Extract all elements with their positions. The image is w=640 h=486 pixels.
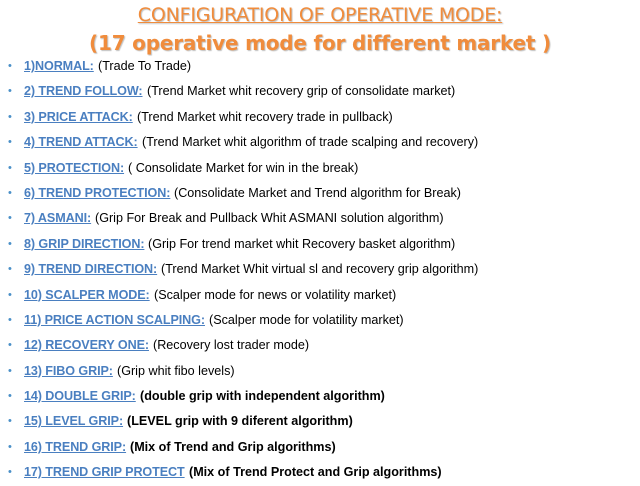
mode-label[interactable]: 9) TREND DIRECTION:: [24, 262, 158, 277]
bullet-icon: •: [8, 60, 12, 72]
mode-label[interactable]: 12) RECOVERY ONE:: [24, 338, 149, 353]
bullet-icon: •: [8, 288, 12, 301]
mode-description: ( Consolidate Market for win in the break): [128, 160, 359, 175]
mode-description: (Grip For Break and Pullback Whit ASMANI solution algorithm): [95, 211, 444, 226]
mode-list-item: [6, 181, 636, 206]
mode-list-item: [6, 54, 636, 79]
mode-label[interactable]: 8) GRIP DIRECTION:: [24, 236, 145, 251]
mode-list-item: [6, 333, 636, 358]
bullet-icon: •: [8, 313, 12, 326]
bullet-icon: •: [8, 263, 12, 276]
mode-list-item: [6, 384, 636, 409]
mode-description: (Grip whit fibo levels): [117, 363, 235, 378]
mode-description: (Grip For trend market whit Recovery basket algorithm): [148, 236, 456, 251]
mode-description: (Scalper mode for news or volatility market): [154, 287, 397, 302]
bullet-icon: •: [8, 440, 12, 453]
mode-description: (Recovery lost trader mode): [153, 338, 310, 353]
bullet-icon: •: [8, 390, 12, 403]
mode-list-item: [6, 232, 636, 257]
mode-list-item: [6, 156, 636, 181]
mode-label[interactable]: 16) TREND GRIP:: [24, 439, 127, 454]
mode-list-item: [6, 206, 636, 231]
page-title: CONFIGURATION OF OPERATIVE MODE:: [137, 4, 503, 26]
mode-label[interactable]: 17) TREND GRIP PROTECT: [24, 465, 185, 480]
mode-description: (Mix of Trend and Grip algorithms): [130, 439, 336, 454]
mode-list-item: [6, 460, 636, 485]
mode-label[interactable]: 13) FIBO GRIP:: [24, 363, 113, 378]
mode-list-item: [6, 105, 636, 130]
mode-label[interactable]: 5) PROTECTION:: [24, 160, 125, 175]
bullet-icon: •: [8, 161, 12, 174]
mode-description: (Trend Market whit recovery trade in pullback): [137, 109, 393, 124]
bullet-icon: •: [8, 364, 12, 377]
bullet-icon: •: [8, 339, 12, 352]
bullet-icon: •: [8, 85, 12, 98]
mode-list-item: [6, 257, 636, 282]
mode-label[interactable]: 6) TREND PROTECTION:: [24, 185, 171, 200]
mode-label[interactable]: 2) TREND FOLLOW:: [24, 84, 143, 99]
mode-list-item: [6, 308, 636, 333]
mode-description: (Trade To Trade): [98, 59, 192, 73]
mode-list-item: [6, 79, 636, 104]
operative-mode-list: [6, 54, 636, 486]
mode-description: (Trend Market whit recovery grip of consolidate market): [147, 84, 456, 99]
mode-description: (Trend Market Whit virtual sl and recovery grip algorithm): [161, 262, 479, 277]
mode-list-item: [6, 359, 636, 384]
mode-label[interactable]: 15) LEVEL GRIP:: [24, 414, 124, 429]
bullet-icon: •: [8, 136, 12, 149]
mode-list-item: [6, 435, 636, 460]
bullet-icon: •: [8, 237, 12, 250]
mode-label[interactable]: 1)NORMAL:: [24, 59, 94, 73]
mode-label[interactable]: 14) DOUBLE GRIP:: [24, 389, 136, 404]
mode-label[interactable]: 7) ASMANI:: [24, 211, 92, 226]
bullet-icon: •: [8, 110, 12, 123]
bullet-icon: •: [8, 212, 12, 225]
bullet-icon: •: [8, 186, 12, 199]
mode-description: (double grip with independent algorithm): [140, 389, 385, 404]
mode-label[interactable]: 3) PRICE ATTACK:: [24, 109, 133, 124]
mode-description: (LEVEL grip with 9 diferent algorithm): [127, 414, 353, 429]
mode-description: (Mix of Trend Protect and Grip algorithms): [189, 465, 442, 480]
mode-list-item: [6, 409, 636, 434]
mode-label[interactable]: 10) SCALPER MODE:: [24, 287, 150, 302]
mode-list-item: [6, 283, 636, 308]
mode-label[interactable]: 4) TREND ATTACK:: [24, 135, 138, 150]
page-subtitle: (17 operative mode for different market ): [89, 31, 551, 55]
mode-list-item: [6, 130, 636, 155]
mode-label[interactable]: 11) PRICE ACTION SCALPING:: [24, 312, 205, 327]
mode-description: (Consolidate Market and Trend algorithm for Break): [174, 185, 461, 200]
mode-description: (Scalper mode for volatility market): [209, 312, 404, 327]
mode-description: (Trend Market whit algorithm of trade scalping and recovery): [142, 135, 479, 150]
bullet-icon: •: [8, 466, 12, 479]
bullet-icon: •: [8, 415, 12, 428]
